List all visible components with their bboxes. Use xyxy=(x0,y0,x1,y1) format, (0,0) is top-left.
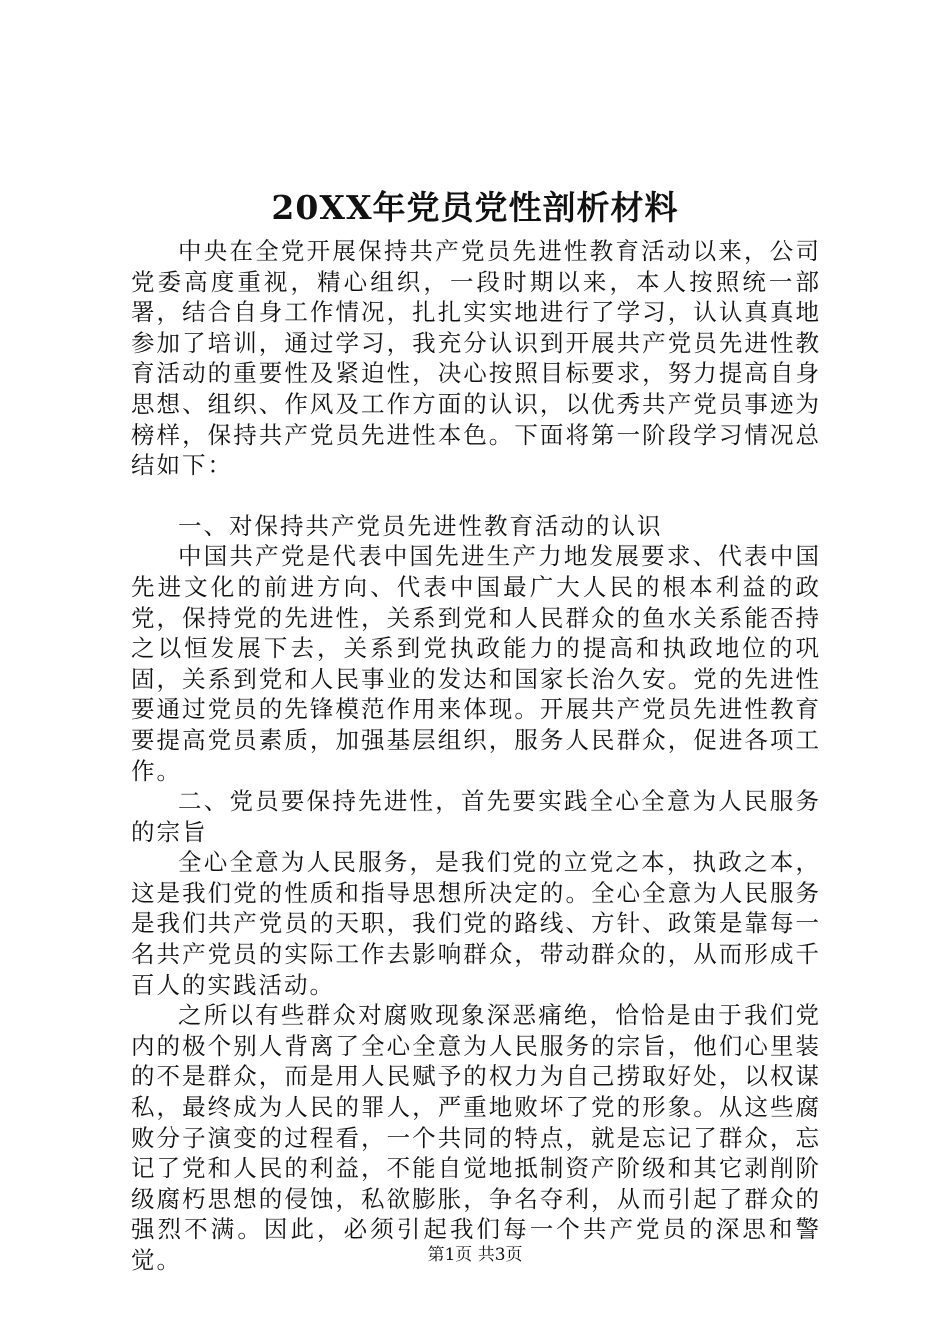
document-body xyxy=(131,236,821,1276)
section-heading-1: 一、对保持共产党员先进性教育活动的认识 xyxy=(178,511,663,540)
section-heading-2: 二、党员要保持先进性，首先要实践全心全意为人民服务的宗旨 xyxy=(131,787,821,846)
paragraph-section-2a: 全心全意为人民服务，是我们党的立党之本，执政之本，这是我们党的性质和指导思想所决定的。全心全意为人民服务是我们共产党员的天职，我们党的路线、方针、政策是靠每一名共产党员的实际工作去影响群众，带动群众的，从而形成千百人的实践活动。 xyxy=(131,848,821,999)
paragraph-section-2b: 之所以有些群众对腐败现象深恶痛绝，恰恰是由于我们党内的极个别人背离了全心全意为人民服务的宗旨，他们心里装的不是群众，而是用人民赋予的权力为自己捞取好处，以权谋私，最终成为人民的罪人，严重地败坏了党的形象。从这些腐败分子演变的过程看，一个共同的特点，就是忘记了群众，忘记了党和人民的利益，不能自觉地抵制资产阶级和其它剥削阶级腐朽思想的侵蚀，私欲膨胀，争名夺利，从而引起了群众的强烈不满。因此，必须引起我们每一个共产党员的深思和警觉。 xyxy=(131,1001,821,1274)
document-title: 20XX年党员党性剖析材料 xyxy=(271,188,679,227)
paragraph-section-1: 中国共产党是代表中国先进生产力地发展要求、代表中国先进文化的前进方向、代表中国最广大人民的根本利益的政党，保持党的先进性，关系到党和人民群众的鱼水关系能否持之以恒发展下去，关系到党执政能力的提高和执政地位的巩固，关系到党和人民事业的发达和国家长治久安。党的先进性要通过党员的先锋模范作用来体现。开展共产党员先进性教育要提高党员素质，加强基层组织，服务人民群众，促进各项工作。 xyxy=(131,542,821,785)
page-indicator: 第1页 共3页 xyxy=(427,1245,523,1265)
paragraph-intro: 中央在全党开展保持共产党员先进性教育活动以来，公司党委高度重视，精心组织，一段时期以来，本人按照统一部署，结合自身工作情况，扎扎实实地进行了学习，认认真真地参加了培训，通过学习，我充分认识到开展共产党员先进性教育活动的重要性及紧迫性，决心按照目标要求，努力提高自身思想、组织、作风及工作方面的认识，以优秀共产党员事迹为榜样，保持共产党员先进性本色。下面将第一阶段学习情况总结如下： xyxy=(131,237,821,480)
